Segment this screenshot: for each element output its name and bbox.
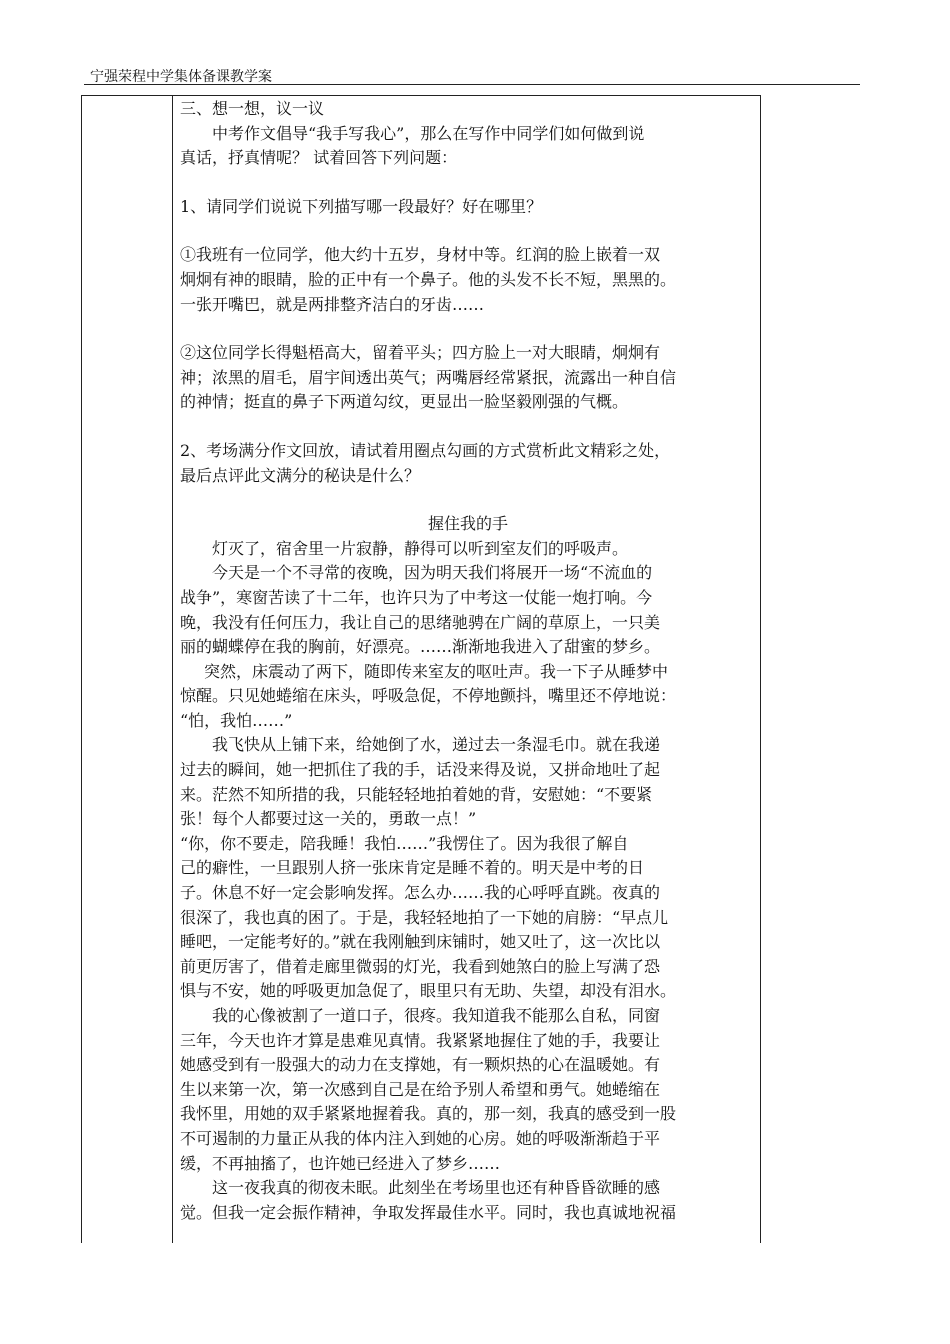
column-divider <box>172 95 173 1243</box>
essay-line: 觉。但我一定会振作精神，争取发挥最佳水平。同时，我也真诚地祝福 <box>180 1202 677 1222</box>
essay-line: 丽的蝴蝶停在我的胸前，好漂亮。……渐渐地我进入了甜蜜的梦乡。 <box>180 637 661 657</box>
essay-line: 缓，不再抽搐了，也许她已经进入了梦乡…… <box>180 1153 501 1173</box>
question-1: 1、请同学们说说下列描写哪一段最好？好在哪里？ <box>180 196 543 216</box>
essay-line: 今天是一个不寻常的夜晚，因为明天我们将展开一场“不流血的 <box>212 563 653 583</box>
essay-line: 战争”，寒窗苦读了十二年，也许只为了中考这一仗能一炮打响。今 <box>180 587 653 607</box>
essay-title: 握住我的手 <box>427 514 508 534</box>
essay-line: 晚，我没有任何压力，我让自己的思绪驰骋在广阔的草原上，一只美 <box>180 612 661 632</box>
essay-line: 子。休息不好一定会影响发挥。怎么办……我的心呼呼直跳。夜真的 <box>180 883 661 903</box>
essay-line: 突然，床震动了两下，随即传来室友的呕吐声。我一下子从睡梦中 <box>204 661 669 681</box>
essay-line: 过去的瞬间，她一把抓住了我的手，话没来得及说，又拼命地吐了起 <box>180 760 661 780</box>
option-1-line: 炯炯有神的眼睛，脸的正中有一个鼻子。他的头发不长不短，黑黑的。 <box>180 269 677 289</box>
question-2: 2、考场满分作文回放，请试着用圈点勾画的方式赏析此文精彩之处， <box>180 440 671 460</box>
essay-line: 惧与不安，她的呼吸更加急促了，眼里只有无助、失望，却没有泪水。 <box>180 981 677 1001</box>
option-1-line: ①我班有一位同学，他大约十五岁，身材中等。红润的脸上嵌着一双 <box>180 245 661 265</box>
intro-line: 真话，抒真情呢？ 试着回答下列问题： <box>180 148 458 168</box>
section-heading: 三、想一想，议一议 <box>180 99 325 118</box>
essay-line: 睡吧，一定能考好的。”就在我刚触到床铺时，她又吐了，这一次比以 <box>180 932 661 952</box>
essay-line: “怕，我怕……” <box>180 710 293 730</box>
essay-line: 己的癖性，一旦跟别人挤一张床肯定是睡不着的。明天是中考的日 <box>180 858 645 878</box>
option-2-line: 神；浓黑的眉毛，眉宇间透出英气；两嘴唇经常紧抿，流露出一种自信 <box>180 367 677 387</box>
essay-line: 我飞快从上铺下来，给她倒了水，递过去一条湿毛巾。就在我递 <box>212 735 661 755</box>
essay-line: 她感受到有一股强大的动力在支撑她，有一颗炽热的心在温暖她。有 <box>180 1055 661 1075</box>
option-2-line: ②这位同学长得魁梧高大，留着平头；四方脸上一对大眼睛，炯炯有 <box>180 343 661 363</box>
essay-line: 这一夜我真的彻夜未眠。此刻坐在考场里也还有种昏昏欲睡的感 <box>212 1178 661 1198</box>
lesson-content <box>180 97 756 1225</box>
header-rule <box>84 84 860 85</box>
essay-line: 我怀里，用她的双手紧紧地握着我。真的，那一刻，我真的感受到一股 <box>180 1104 677 1124</box>
essay-line: 很深了，我也真的困了。于是，我轻轻地拍了一下她的肩膀：“早点儿 <box>180 907 669 927</box>
option-2-line: 的神情；挺直的鼻子下两道勾纹，更显出一脸坚毅刚强的气概。 <box>180 392 629 412</box>
essay-line: 来。茫然不知所措的我，只能轻轻地拍着她的背，安慰她：“不要紧 <box>180 784 653 804</box>
essay-line: “你，你不要走，陪我睡！我怕……”我愣住了。因为我很了解自 <box>180 833 629 853</box>
essay-line: 不可遏制的力量正从我的体内注入到她的心房。她的呼吸渐渐趋于平 <box>180 1128 661 1148</box>
essay-line: 灯灭了，宿舍里一片寂静，静得可以听到室友们的呼吸声。 <box>212 538 629 558</box>
essay-line: 张！每个人都要过这一关的，勇敢一点！” <box>180 809 477 829</box>
essay-line: 惊醒。只见她蜷缩在床头，呼吸急促，不停地颤抖，嘴里还不停地说： <box>180 686 677 706</box>
essay-line: 前更厉害了，借着走廊里微弱的灯光，我看到她煞白的脸上写满了恐 <box>180 956 661 976</box>
essay-line: 我的心像被割了一道口子，很疼。我知道我不能那么自私，同窗 <box>212 1006 661 1025</box>
essay-line: 三年，今天也许才算是患难见真情。我紧紧地握住了她的手，我要让 <box>180 1030 661 1050</box>
intro-line: 中考作文倡导“我手写我心”，那么在写作中同学们如何做到说 <box>212 123 645 143</box>
table-top-border <box>81 95 761 96</box>
essay-line: 生以来第一次，第一次感到自己是在给予别人希望和勇气。她蜷缩在 <box>180 1079 661 1099</box>
question-2: 最后点评此文满分的秘诀是什么？ <box>180 465 421 485</box>
option-1-line: 一张开嘴巴，就是两排整齐洁白的牙齿…… <box>180 294 485 314</box>
document-header: 宁强荣程中学集体备课教学案 <box>90 69 272 85</box>
